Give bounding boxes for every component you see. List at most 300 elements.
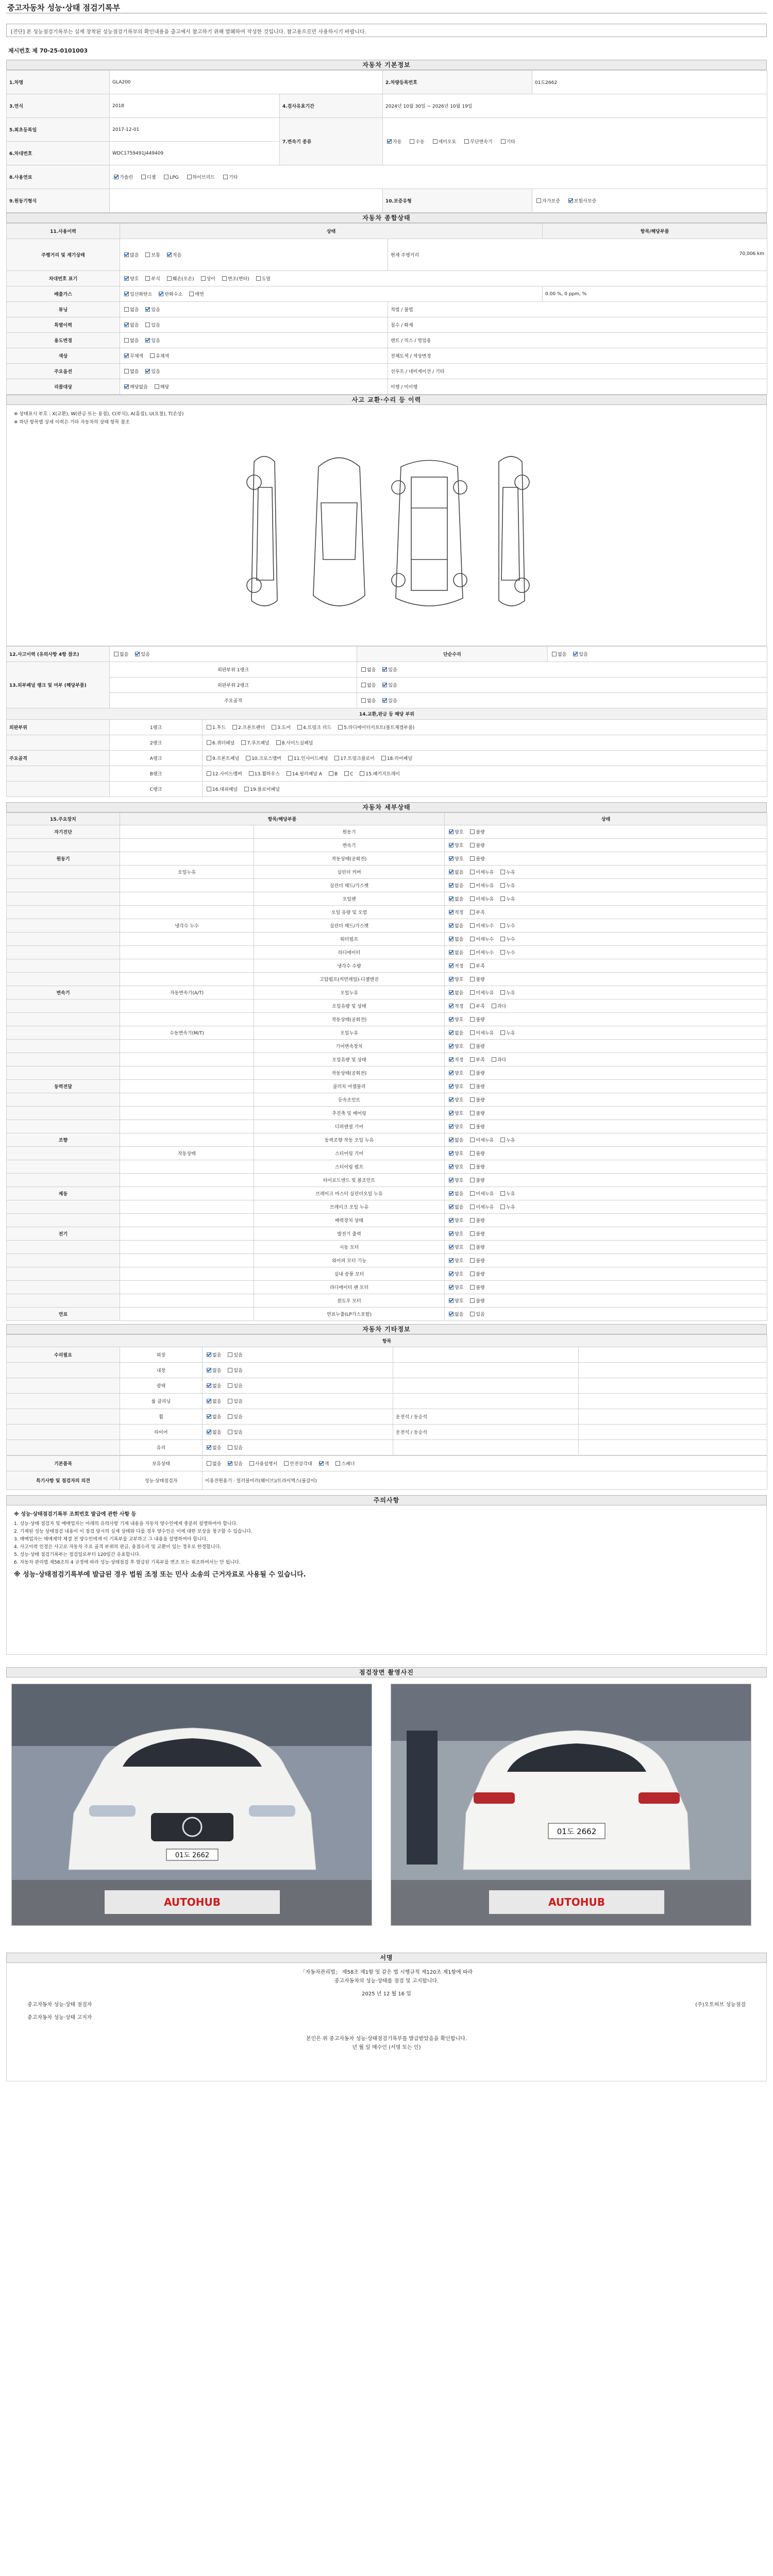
detail-item: 브레이크 오일 누유 (254, 1200, 445, 1214)
detail-row (7, 825, 767, 839)
other-extra-2 (579, 1394, 767, 1409)
detail-item: 기어변속장치 (254, 1040, 445, 1053)
checkbox-checked (449, 856, 453, 861)
detail-group (7, 919, 120, 933)
fuel-options: 가솔린 디젤 LPG 하이브리드 기타 (110, 165, 767, 189)
checkbox (470, 1312, 475, 1316)
checkbox (470, 1272, 475, 1276)
detail-group: 원동기 (7, 852, 120, 866)
label-inspection-period: 4.검사유효기간 (280, 94, 383, 118)
other-extra-table: 기본품목 보유상태 없음 있음 사용설명서 안전삼각대 잭 스패너 특기사항 및 점검자의 의견 성능·상태점검자 이용전원용기 · 밀러블미러(웨이브)/트라이엑스(물갈이) (6, 1455, 767, 1490)
other-item: 룸 클리닝 (120, 1394, 203, 1409)
other-extra (393, 1440, 579, 1455)
checkbox-checked (568, 198, 573, 203)
checkbox-checked (449, 1017, 453, 1022)
detail-row (7, 933, 767, 946)
detail-subgroup (120, 1053, 254, 1066)
recall-note: 이행 / 미이행 (388, 379, 767, 395)
page-title: 중고자동차 성능·상태 점검기록부 (6, 0, 767, 13)
detail-subgroup: 작동상태 (120, 1147, 254, 1160)
detail-group (7, 933, 120, 946)
detail-item: 실린더 헤드/가스켓 (254, 879, 445, 892)
other-status: 없음 있음 (203, 1378, 393, 1394)
other-extra-2 (579, 1347, 767, 1363)
checkbox (470, 1191, 475, 1196)
checkbox (470, 990, 475, 995)
section-signature: 서명 (6, 1953, 767, 1963)
detail-item: 오일유량 및 상태 (254, 1053, 445, 1066)
detail-group (7, 839, 120, 852)
detail-status: 양호 불량 (445, 1147, 767, 1160)
row-options: 주요옵션 (7, 364, 120, 379)
checkbox (470, 883, 475, 888)
checkbox-checked (449, 1097, 453, 1102)
detail-group: 변속기 (7, 986, 120, 999)
checkbox-checked (449, 1218, 453, 1223)
detail-status: 없음 미세누수 누수 (445, 919, 767, 933)
special-note: 침수 / 화재 (388, 317, 767, 333)
detail-item: 배력장치 상태 (254, 1214, 445, 1227)
tuning-note: 적법 / 불법 (388, 302, 767, 317)
detail-item: 윈도우 모터 (254, 1294, 445, 1308)
damage-table: 12.사고이력 (유의사항 4항 참조) 없음 있음 단순수리 없음 있음 13.외부패널 랭크 및 여부 (해당부품) 외판부위 1랭크 없음 있음 외판부위 2랭크 없음 있음 주요골격 없음 있음 14.교환,판금 등 해당 부위 외판부위 1랭크 1.후드 2.프론트펜더 3.도어 4.트렁크 리드 5.라디에이터서포트(볼트체결부품) 2랭크 6.쿼터패널 7.루프패널 8.사이드실패널 주요골격 A랭크 9.프론트패널 10.크로스멤버 11.인사이드패널 17.트렁크플로어 18.리어패널 B랭크 12.사이드멤버 13.휠하우스 14.필러패널 A B C 15.패키지트레이 C랭크 16.대쉬패널 19.플로어패널 (6, 646, 767, 797)
checkbox (470, 1071, 475, 1075)
detail-item: 작동상태(공회전) (254, 1066, 445, 1080)
checkbox-checked (449, 977, 453, 981)
other-status: 없음 있음 (203, 1363, 393, 1378)
other-item: 유리 (120, 1440, 203, 1455)
checkbox-checked (449, 1057, 453, 1062)
label-reg-no: 2.차량등록번호 (383, 71, 532, 94)
detail-status: 양호 불량 (445, 852, 767, 866)
checkbox-checked (449, 1258, 453, 1263)
special-opts: 없음 있음 (120, 317, 388, 333)
detail-row (7, 1093, 767, 1107)
label-transmission: 7.변속기 종류 (280, 118, 383, 165)
label-exterior: 13.외부패널 랭크 및 여부 (해당부품) (7, 662, 110, 708)
detail-subgroup (120, 1080, 254, 1093)
row-tuning: 튜닝 (7, 302, 120, 317)
detail-row (7, 866, 767, 879)
checkbox (470, 1298, 475, 1303)
front-car-image (12, 1684, 372, 1926)
detail-group: 연료 (7, 1308, 120, 1321)
other-status: 없음 있음 (203, 1425, 393, 1440)
other-row (7, 1394, 767, 1409)
detail-group (7, 946, 120, 959)
detail-status: 양호 불량 (445, 1281, 767, 1294)
checkbox-checked (449, 937, 453, 941)
cert-number (8, 46, 765, 55)
detail-group (7, 879, 120, 892)
detail-group (7, 866, 120, 879)
car-diagram (233, 446, 543, 621)
basic-info-table (6, 70, 767, 213)
value-first-reg: 2017-12-01 (110, 118, 280, 142)
other-extra (393, 1347, 579, 1363)
other-group (7, 1394, 120, 1409)
detail-group: 조향 (7, 1133, 120, 1147)
value-engine (110, 189, 383, 213)
options-note: 선루프 / 네비게이션 / 기타 (388, 364, 767, 379)
label-simple-repair: 단순수리 (357, 647, 548, 662)
section-other: 자동차 기타정보 (6, 1324, 767, 1334)
detail-row (7, 1227, 767, 1241)
checkbox (470, 1205, 475, 1209)
detail-group (7, 1214, 120, 1227)
usage-opts: 없음 있음 (120, 333, 388, 348)
section-photos: 점검장면 촬영사진 (6, 1667, 767, 1677)
checkbox (470, 1164, 475, 1169)
checkbox (470, 1084, 475, 1089)
detail-subgroup (120, 892, 254, 906)
checkbox-checked (207, 1430, 211, 1434)
checkbox (470, 1258, 475, 1263)
checkbox-checked (449, 1164, 453, 1169)
other-row (7, 1409, 767, 1425)
checkbox (223, 175, 228, 179)
detail-item: 시동 모터 (254, 1241, 445, 1254)
cert-number-label: 제시번호 제 (8, 47, 38, 54)
checkbox-checked (114, 175, 119, 179)
color-opts: 무채색 유채색 (120, 348, 388, 364)
checkbox-checked (449, 923, 453, 928)
detail-group (7, 959, 120, 973)
checkbox-checked (449, 1111, 453, 1115)
checkbox-checked (449, 870, 453, 874)
detail-status: 양호 불량 (445, 1214, 767, 1227)
checkbox (470, 1285, 475, 1290)
checkbox-checked (449, 1312, 453, 1316)
basic-items-opts: 없음 있음 사용설명서 안전삼각대 잭 스패너 (203, 1456, 767, 1471)
detail-subgroup (120, 1107, 254, 1120)
detail-row (7, 1080, 767, 1093)
detail-status: 없음 있음 (445, 1308, 767, 1321)
detail-item: 라디에이터 팬 모터 (254, 1281, 445, 1294)
other-group: 수리필요 (7, 1347, 120, 1363)
detail-status: 양호 불량 (445, 1241, 767, 1254)
detail-row (7, 1267, 767, 1281)
other-extra-2 (579, 1440, 767, 1455)
detail-status: 없음 미세누유 누유 (445, 879, 767, 892)
photo-front (11, 1684, 372, 1926)
signature-date: 2025 년 12 월 16 일 (362, 1991, 411, 1997)
checkbox (470, 910, 475, 914)
detail-item: 와이퍼 모터 기능 (254, 1254, 445, 1267)
detail-subgroup (120, 1174, 254, 1187)
tuning-opts: 없음 있음 (120, 302, 388, 317)
detail-group (7, 1160, 120, 1174)
detail-group (7, 1120, 120, 1133)
other-group (7, 1363, 120, 1378)
detail-subgroup: 자동변속기(A/T) (120, 986, 254, 999)
other-status: 없음 있음 (203, 1440, 393, 1455)
detail-subgroup (120, 1093, 254, 1107)
detail-subgroup (120, 825, 254, 839)
checkbox-checked (207, 1368, 211, 1372)
checkbox (500, 896, 505, 901)
label-fuel: 8.사용연료 (7, 165, 110, 189)
detail-item: 라디에이터 (254, 946, 445, 959)
other-table: 항목 수리필요 외장 없음 있음 내장 없음 있음 광택 없음 있음 룸 클리닝 없음 있음 휠 없음 있음 운전석 / 동승석 타이어 없음 있음 운전석 / 동승석 유리 없음 있음 (6, 1334, 767, 1455)
caution-box: ※ 성능·상태점검기록부 조회번호 발급에 관한 사항 등 1. 성능·상태 점검자 및 매매업자는 아래의 유의사항 기재 내용을 자동차 양수인에게 충분히 설명하여야 합니다. 2. 기재된 성능 상태점검 내용이 이 점검 당시의 실제 상태와 다를 경우 양수인은 이에 대한 보상을 청구할 수 있습니다. 3. 매매업자는 매매계약 체결 전 양수인에게 이 기록부를 교부하고 그 내용을 설명하여야 합니다. 4. 사고이력 인정은 사고로 자동차 주요 골격 부위의 판금, 용접수리 및 교환이 있는 경우로 한정합니다. 5. 성능·상태 점검기록부는 점검일로부터 120일간 유효합니다. 6. 자동차 관리법 제58조의 4 규정에 따라 성능·상태점검 후 발급된 기록부를 변조 또는 위조하여서는 안 됩니다. ※ 성능·상태점검기록부에 발급된 경우 법원 조정 또는 민사 소송의 근거자료로 사용될 수 있습니다. (6, 1505, 767, 1655)
detail-subgroup (120, 879, 254, 892)
detail-item: 실린더 헤드/가스켓 (254, 919, 445, 933)
detail-row (7, 1308, 767, 1321)
checkbox-checked (449, 1245, 453, 1249)
label-basic-items: 기본품목 (7, 1456, 120, 1471)
detail-row (7, 852, 767, 866)
detail-subgroup (120, 1227, 254, 1241)
signature-box: 「자동차관리법」 제58조 제1항 및 같은 법 시행규칙 제120조 제1항에 따라 중고자동차의 성능·상태를 점검 및 고지합니다. 2025 년 12 월 16 일 중고자동차 성능·상태 점검자 (주)오토허브 성능점검 중고자동차 성능·상태 고지자 본인은 위 중고자동차 성능·상태점검기록부를 발급받았음을 확인합니다. 년 월 일 매수인 (서명 또는 인) (6, 1963, 767, 2081)
detail-status: 적정 부족 과다 (445, 1053, 767, 1066)
detail-item: 변속기 (254, 839, 445, 852)
checkbox (492, 1004, 496, 1008)
other-group (7, 1378, 120, 1394)
checkbox (470, 829, 475, 834)
detail-group (7, 1026, 120, 1040)
checkbox (228, 1445, 232, 1450)
detail-item: 클러치 어셈블리 (254, 1080, 445, 1093)
detail-group: 제동 (7, 1187, 120, 1200)
checkbox (470, 1030, 475, 1035)
damage-legend: ※ 상태표시 부호 : X(교환), W(판금 또는 용접), C(부식), A(흠집), U(요철), T(손상) (14, 412, 184, 417)
detail-row (7, 919, 767, 933)
checkbox-checked (449, 1004, 453, 1008)
detail-group (7, 906, 120, 919)
detail-subgroup: 냉각수 누수 (120, 919, 254, 933)
brand-logo-rear: AUTOHUB (548, 1896, 605, 1908)
label-main-frame: 주요골격 (110, 693, 357, 708)
label-vin: 6.차대번호 (7, 142, 110, 165)
label-car-name: 1.차명 (7, 71, 110, 94)
other-row (7, 1440, 767, 1455)
checkbox (470, 1017, 475, 1022)
notice-box: [진단] 본 성능점검기록부는 실제 장착된 성능점검기록부의 확인내용을 출고에서 참고하기 위해 발췌하여 작성한 것입니다. 참고용으로만 사용하시기 바랍니다. (6, 24, 767, 37)
label-year: 3.연식 (7, 94, 110, 118)
checkbox (500, 990, 505, 995)
other-item: 휠 (120, 1409, 203, 1425)
checkbox-checked (449, 950, 453, 955)
detail-subgroup (120, 959, 254, 973)
detail-status: 적정 부족 (445, 906, 767, 919)
checkbox-checked (207, 1352, 211, 1357)
label-rank1: 외판부위 1랭크 (110, 662, 357, 677)
detail-subgroup (120, 933, 254, 946)
detail-item: 실린더 커버 (254, 866, 445, 879)
detail-row (7, 906, 767, 919)
value-reg-no: 01도2662 (532, 71, 767, 94)
detail-status: 양호 불량 (445, 1160, 767, 1174)
detail-subgroup (120, 999, 254, 1013)
opinion-text: 이용전원용기 · 밀러블미러(웨이브)/트라이엑스(물갈이) (203, 1471, 767, 1490)
row-special: 특별이력 (7, 317, 120, 333)
checkbox (228, 1368, 232, 1372)
mileage-opts: 많음 보통 적음 (120, 239, 388, 271)
checkbox (470, 1004, 475, 1008)
detail-subgroup (120, 1254, 254, 1267)
detail-group (7, 892, 120, 906)
checkbox-checked (449, 883, 453, 888)
detail-status: 양호 불량 (445, 1267, 767, 1281)
checkbox-checked (449, 1084, 453, 1089)
other-extra-2 (579, 1425, 767, 1440)
detail-status: 적정 부족 과다 (445, 999, 767, 1013)
detail-item: 워터펌프 (254, 933, 445, 946)
checkbox-checked (449, 1071, 453, 1075)
other-row (7, 1363, 767, 1378)
other-status: 없음 있음 (203, 1394, 393, 1409)
other-extra: 운전석 / 동승석 (393, 1409, 579, 1425)
damage-diagram-box (6, 405, 767, 646)
detail-item: 스티어링 펌프 (254, 1160, 445, 1174)
row-color: 색상 (7, 348, 120, 364)
checkbox (228, 1399, 232, 1403)
value-car-name: GLA200 (110, 71, 383, 94)
detail-item: 원동기 (254, 825, 445, 839)
plate-rear: 01도 2662 (557, 1827, 597, 1836)
detail-table: 15.주요장치 항목/해당부품 상태 자기진단 원동기 양호 불량 변속기 양호 불량 원동기 작동상태(공회전) 양호 불량 오일누유 실린더 커버 없음 미세누유 누유 실린더 헤드/가스켓 없음 미세누유 누유 오일팬 없음 미세누유 누유 오일 유량 및 오염 적정 부족 냉각수 누수 실린더 헤드/가스켓 없음 미세누수 누수 워터펌프 없음 미세누수 누수 라디에이터 없음 미세누수 누수 냉각수 수량 적정 부족 고압펌프(커먼레일)-디젤엔진 양호 불량 변속기 자동변속기(A/T) 오일누유 없음 미세누유 누유 오일유량 및 상태 적정 부족 과다 작동상태(공회전) 양호 불량 수동변속기(M/T) 오일누유 없음 미세누유 누유 기어변속장치 양호 불량 오일유량 및 상태 적정 부족 과다 작동상태(공회전) 양호 불량 동력전달 클러치 어셈블리 양호 불량 등속조인트 양호 불량 추진축 및 베어링 양호 불량 디퍼렌셜 기어 양호 불량 조향 동력조향 작동 오일 누유 없음 미세누유 누유 작동상태 스티어링 기어 양호 불량 스티어링 펌프 양호 불량 타이로드엔드 및 볼조인트 양호 불량 제동 브레이크 마스터 실린더오일 누유 없음 미세누유 누유 브레이크 오일 누유 없음 미세누유 누유 배력장치 상태 양호 불량 전기 발전기 출력 양호 불량 시동 모터 양호 불량 와이퍼 모터 기능 양호 불량 실내 송풍 모터 양호 불량 라디에이터 팬 모터 양호 불량 윈도우 모터 양호 불량 연료 연료누출(LP가스포함) 없음 있음 (6, 812, 767, 1321)
checkbox-checked (449, 1191, 453, 1196)
detail-subgroup: 수동변속기(M/T) (120, 1026, 254, 1040)
other-extra-2 (579, 1409, 767, 1425)
caution-bold: ※ 성능·상태점검기록부에 발급된 경우 법원 조정 또는 민사 소송의 근거자료로 사용될 수 있습니다. (14, 1571, 306, 1579)
detail-row (7, 1147, 767, 1160)
label-rank2: 외판부위 2랭크 (110, 677, 357, 693)
section-detail: 자동차 세부상태 (6, 802, 767, 812)
detail-status: 없음 미세누수 누수 (445, 946, 767, 959)
detail-status: 양호 불량 (445, 825, 767, 839)
checkbox (492, 1057, 496, 1062)
detail-status: 양호 불량 (445, 839, 767, 852)
checkbox (228, 1383, 232, 1388)
other-extra (393, 1394, 579, 1409)
detail-group (7, 973, 120, 986)
checkbox (470, 870, 475, 874)
vin-opts: 양호 부식 훼손(오손) 상이 변조(변타) 도말 (120, 271, 767, 286)
checkbox-checked (449, 1124, 453, 1129)
detail-subgroup (120, 839, 254, 852)
detail-row (7, 1187, 767, 1200)
detail-row (7, 1160, 767, 1174)
detail-item: 실내 송풍 모터 (254, 1267, 445, 1281)
inspection-document (6, 0, 767, 2576)
checkbox-checked (449, 1178, 453, 1182)
checkbox (470, 950, 475, 955)
checkbox (433, 139, 438, 144)
checkbox (470, 963, 475, 968)
detail-item: 디퍼렌셜 기어 (254, 1120, 445, 1133)
checkbox-checked (449, 1298, 453, 1303)
cert-number-value: 70-25-0101003 (39, 47, 88, 54)
label-opinion: 특기사항 및 점검자의 의견 (7, 1471, 120, 1490)
caution-heading: ※ 성능·상태점검기록부 조회번호 발급에 관한 사항 등 (14, 1512, 137, 1517)
detail-subgroup (120, 906, 254, 919)
detail-status: 없음 미세누유 누유 (445, 1026, 767, 1040)
detail-row (7, 1040, 767, 1053)
detail-status: 없음 미세누유 누유 (445, 986, 767, 999)
detail-item: 연료누출(LP가스포함) (254, 1308, 445, 1321)
label-warranty: 10.보증유형 (383, 189, 532, 213)
detail-group (7, 1200, 120, 1214)
checkbox-checked (207, 1445, 211, 1450)
checkbox (141, 175, 146, 179)
checkbox (470, 1138, 475, 1142)
detail-subgroup (120, 1214, 254, 1227)
checkbox (500, 883, 505, 888)
detail-row (7, 1214, 767, 1227)
detail-row (7, 1053, 767, 1066)
detail-group (7, 999, 120, 1013)
detail-status: 없음 미세누유 누유 (445, 892, 767, 906)
detail-item: 발전기 출력 (254, 1227, 445, 1241)
checkbox (187, 175, 192, 179)
detail-row (7, 1281, 767, 1294)
emission-values: 0.00 %, 0 ppm, % (543, 286, 767, 302)
checkbox-checked (387, 139, 392, 144)
col-items: 항목/해당부품 (543, 224, 767, 239)
detail-subgroup (120, 946, 254, 959)
detail-status: 양호 불량 (445, 1107, 767, 1120)
detail-subgroup (120, 1133, 254, 1147)
detail-item: 오일유량 및 상태 (254, 999, 445, 1013)
checkbox (470, 1097, 475, 1102)
checkbox (470, 1178, 475, 1182)
other-group (7, 1425, 120, 1440)
detail-group (7, 1267, 120, 1281)
detail-item: 오일 유량 및 오염 (254, 906, 445, 919)
checkbox (470, 856, 475, 861)
label-accident: 12.사고이력 (유의사항 4항 참조) (7, 647, 110, 662)
checkbox-checked (207, 1383, 211, 1388)
checkbox (470, 1245, 475, 1249)
other-extra-2 (579, 1363, 767, 1378)
row-vin-mark: 차대번호 표기 (7, 271, 120, 286)
checkbox (470, 1218, 475, 1223)
detail-group (7, 1147, 120, 1160)
detail-group: 동력전달 (7, 1080, 120, 1093)
checkbox (470, 1231, 475, 1236)
warranty-options: 자가보증 보험사보증 (532, 189, 767, 213)
label-first-reg: 5.최초등록일 (7, 118, 110, 142)
row-mileage: 주행거리 및 계기상태 (7, 239, 120, 271)
checkbox-checked (207, 1414, 211, 1419)
detail-subgroup (120, 1013, 254, 1026)
detail-subgroup (120, 973, 254, 986)
detail-row (7, 1107, 767, 1120)
detail-status: 양호 불량 (445, 1080, 767, 1093)
checkbox (228, 1430, 232, 1434)
checkbox (470, 923, 475, 928)
detail-row (7, 986, 767, 999)
checkbox (228, 1414, 232, 1419)
detail-group (7, 1053, 120, 1066)
detail-row (7, 959, 767, 973)
checkbox (500, 1030, 505, 1035)
brand-logo-front: AUTOHUB (164, 1896, 221, 1908)
checkbox-checked (449, 1138, 453, 1142)
detail-subgroup (120, 1200, 254, 1214)
detail-item: 오일팬 (254, 892, 445, 906)
checkbox (536, 198, 541, 203)
section-basic-info: 자동차 기본정보 (6, 60, 767, 70)
detail-row (7, 1294, 767, 1308)
recall-opts: 해당없음 해당 (120, 379, 388, 395)
other-extra: 운전석 / 동승석 (393, 1425, 579, 1440)
detail-status: 없음 미세누수 누수 (445, 933, 767, 946)
checkbox-checked (207, 1399, 211, 1403)
detail-subgroup (120, 852, 254, 866)
